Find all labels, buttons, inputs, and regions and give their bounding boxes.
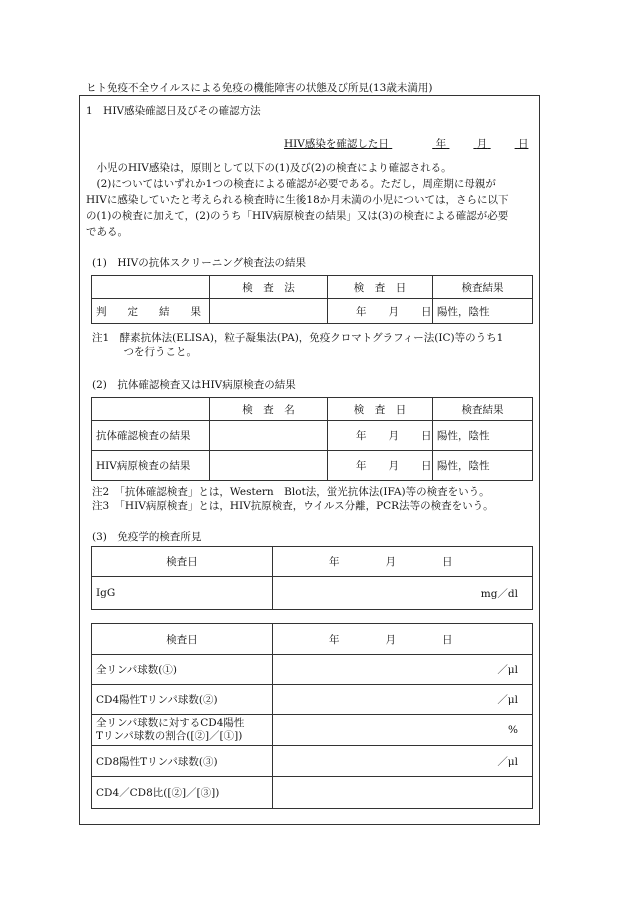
section1-heading: 1 HIV感染確認日及びその確認方法 [86,105,261,117]
month-label: 月 [385,633,396,646]
sub3-heading: (3) 免疫学的検査所見 [92,531,202,543]
cd4-cd8-ratio-label: CD4／CD8比([②]／[③]) [92,777,273,809]
year-label: 年 [356,430,367,442]
year-label: 年 [356,305,367,318]
row-label-antibody: 抗体確認検査の結果 [92,421,210,451]
igg-label: IgG [92,577,273,610]
header-blank [92,276,210,299]
result-cell[interactable]: 陽性，陰性 [433,421,533,451]
confirm-day-label: 日 [517,138,529,150]
day-label: 日 [421,460,432,472]
day-label: 日 [442,556,453,568]
result-cell[interactable]: 陽性，陰性 [433,451,533,481]
sub1-table [91,275,533,324]
month-label: 月 [388,305,399,318]
exam-date-cell[interactable] [273,624,533,655]
cd4-cd8-ratio-value[interactable] [273,777,533,809]
note-line: 注3 「HIV病原検査」とは，HIV抗原検査，ウイルス分離，PCR法等の検査をいう。 [92,500,494,512]
note-line: 注1 酵素抗体法(ELISA)，粒子凝集法(PA)，免疫クロマトグラフィー法(IC)等のうち1 [92,332,504,344]
para-line: である。 [86,226,128,238]
date-cell[interactable] [328,421,433,451]
header-result: 検査結果 [433,276,533,299]
total-lymphocyte-unit[interactable]: ／μl [273,655,533,685]
para-line: の(1)の検査に加えて，(2)のうち「HIV病原検査の結果」又は(3)の検査による確認が必要 [86,210,509,222]
header-date: 検 査 日 [328,398,433,421]
para-line: HIVに感染していたと考えられる検査時に生後18か月未満の小児については，さらに以下 [86,194,509,206]
sub1-heading: (1) HIVの抗体スクリーニング検査法の結果 [92,257,307,269]
cd4-ratio-label: 全リンパ球数に対するCD4陽性 Tリンパ球数の割合([②]／[①]) [92,715,273,746]
test-name-cell[interactable] [210,451,328,481]
para-line: 小児のHIV感染は，原則として以下の(1)及び(2)の検査により確認される。 [86,162,452,174]
cd4-ratio-unit[interactable]: % [273,715,533,746]
sub1-note [92,331,503,359]
cd4-unit[interactable]: ／μl [273,685,533,715]
cd8-unit[interactable]: ／μl [273,746,533,777]
header-method: 検 査 法 [210,276,328,299]
note-line: 注2 「抗体確認検査」とは，Western Blot法，蛍光抗体法(IFA)等の検査をいう。 [92,486,490,498]
exam-date-cell[interactable] [273,547,533,577]
header-test-name: 検 査 名 [210,398,328,421]
sub2-heading: (2) 抗体確認検査又はHIV病原検査の結果 [92,379,296,391]
month-label: 月 [388,460,399,472]
header-date: 検 査 日 [328,276,433,299]
date-cell[interactable] [328,299,433,324]
exam-date-label: 検査日 [92,547,273,577]
date-cell[interactable] [328,451,433,481]
day-label: 日 [421,430,432,442]
sub3-table-lymphocytes [91,623,533,809]
year-label: 年 [329,556,340,568]
total-lymphocyte-label: 全リンパ球数(①) [92,655,273,685]
confirm-date-line [284,136,529,151]
test-name-cell[interactable] [210,421,328,451]
exam-date-label: 検査日 [92,624,273,655]
confirm-month-label: 月 [476,138,488,150]
month-label: 月 [385,556,396,568]
para-line: (2)についてはいずれか1つの検査による確認が必要である。ただし，周産期に母親が [86,178,496,190]
row-label-pathogen: HIV病原検査の結果 [92,451,210,481]
confirm-year-label: 年 [435,138,447,150]
igg-unit[interactable]: mg／dl [273,577,533,610]
year-label: 年 [329,633,340,646]
sub2-note [92,485,494,513]
day-label: 日 [442,633,453,646]
day-label: 日 [421,305,432,318]
sub2-table [91,397,533,481]
result-cell[interactable]: 陽性，陰性 [433,299,533,324]
header-result: 検査結果 [433,398,533,421]
cd8-label: CD8陽性Tリンパ球数(③) [92,746,273,777]
method-cell[interactable] [210,299,328,324]
document-title: ヒト免疫不全ウイルスによる免疫の機能障害の状態及び所見(13歳未満用) [86,82,433,94]
confirm-date-label: HIV感染を確認した日 [284,138,389,150]
section1-paragraph [86,160,536,240]
month-label: 月 [388,430,399,442]
row-label-judgement: 判 定 結 果 [92,299,210,324]
sub3-table-igg [91,546,533,610]
header-blank [92,398,210,421]
note-line: つを行うこと。 [92,346,197,358]
year-label: 年 [356,460,367,472]
cd4-label: CD4陽性Tリンパ球数(②) [92,685,273,715]
